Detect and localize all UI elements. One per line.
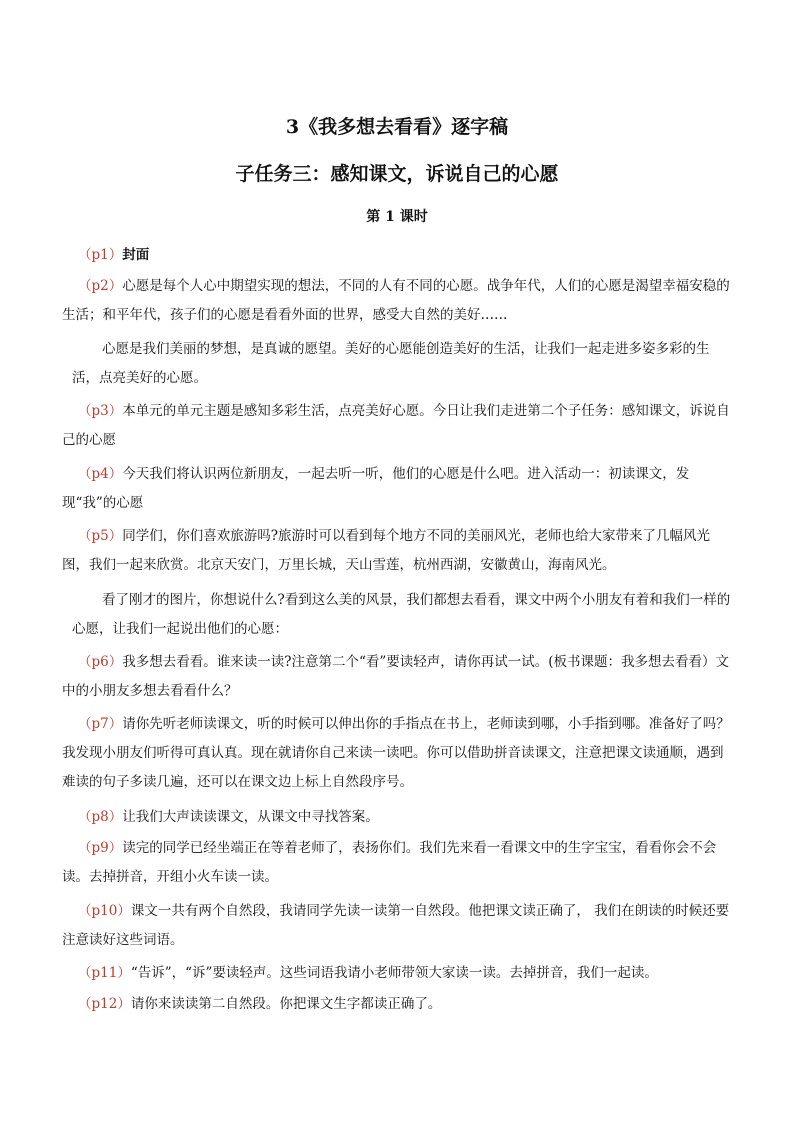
- paragraph-label: （p2）: [78, 278, 123, 294]
- paragraph-label: （p9）: [78, 840, 123, 856]
- paragraph-p9: [62, 834, 734, 892]
- paragraph-p5-cont: [72, 586, 734, 644]
- paragraph-p3: [62, 397, 734, 455]
- paragraph-text: 让我们大声读读课文，从课文中寻找答案。: [122, 809, 379, 825]
- paragraph-p6: [62, 648, 734, 706]
- paragraph-text: 封面: [122, 247, 150, 263]
- paragraph-p7: [62, 710, 734, 797]
- page-title: 3《我多想去看看》逐字稿: [285, 116, 509, 138]
- paragraph-text: 我多想去看看。谁来读一读?注意第二个“看”要读轻声，请你再试一试。(板书课题：我多想去看看）文中的小朋友多想去看看什么？: [62, 654, 730, 699]
- paragraph-text: 请你先听老师读课文，听的时候可以伸出你的手指点在书上，老师读到哪，小手指到哪。准备好了吗？我发现小朋友们听得可真认真。现在就请你自己来读一读吧。你可以借助拼音读课文，注意把课文读通顺，遇到难读的句子多读几遍，还可以在课文边上标上自然段序号。: [62, 716, 730, 790]
- page-subtitle: 子任务三：感知课文，诉说自己的心愿: [235, 163, 559, 185]
- paragraph-label: （p3）: [78, 403, 123, 419]
- paragraph-text: “告诉”，“诉”要读轻声。这些词语我请小老师带领大家读一读。去掉拼音，我们一起读。: [130, 965, 658, 981]
- paragraph-p11: [62, 959, 734, 988]
- paragraph-label: （p10）: [78, 903, 131, 919]
- paragraph-text: 心愿是每个人心中期望实现的想法，不同的人有不同的心愿。战争年代，人们的心愿是渴望幸福安稳的生活；和平年代，孩子们的心愿是看看外面的世界，感受大自然的美好……: [62, 278, 730, 323]
- paragraph-text: 请你来读读第二自然段。你把课文生字都读正确了。: [130, 996, 442, 1012]
- paragraph-label: （p5）: [78, 528, 123, 544]
- paragraph-text: 读完的同学已经坐端正在等着老师了，表扬你们。我们先来看一看课文中的生字宝宝，看看你会不会读。去掉拼音，开组小火车读一读。: [62, 840, 717, 885]
- paragraph-label: （p7）: [78, 716, 123, 732]
- paragraph-label: （p11）: [78, 965, 131, 981]
- lesson-label: 第 1 课时: [366, 209, 428, 225]
- paragraph-p5: [62, 522, 734, 580]
- paragraph-text: 心愿是我们美丽的梦想，是真诚的愿望。美好的心愿能创造美好的生活，让我们一起走进多姿多彩的生活，点亮美好的心愿。: [72, 341, 710, 386]
- paragraph-p10: [62, 897, 734, 955]
- paragraph-label: （p1）: [78, 247, 123, 263]
- paragraph-p12: [62, 990, 734, 1019]
- paragraph-p2: [62, 272, 734, 330]
- paragraph-text: 本单元的单元主题是感知多彩生活，点亮美好心愿。今日让我们走进第二个子任务：感知课文，诉说自己的心愿: [62, 403, 730, 448]
- paragraph-text: 同学们，你们喜欢旅游吗?旅游时可以看到每个地方不同的美丽风光，老师也给大家带来了几幅风光图，我们一起来欣赏。北京天安门，万里长城，天山雪莲，杭州西湖，安徽黄山，海南风光。: [62, 528, 710, 573]
- paragraph-text: 今天我们将认识两位新朋友，一起去听一听，他们的心愿是什么吧。进入活动一：初读课文，发现“我”的心愿: [62, 466, 690, 511]
- paragraph-text: 课文一共有两个自然段，我请同学先读一读第一自然段。他把课文读正确了， 我们在朗读的时候还要注意读好这些词语。: [62, 903, 730, 948]
- paragraph-p2-cont: [72, 335, 734, 393]
- paragraph-p1: [62, 241, 734, 270]
- paragraph-label: （p12）: [78, 996, 131, 1012]
- paragraph-label: （p4）: [78, 466, 123, 482]
- paragraph-p4: [62, 460, 734, 518]
- paragraph-text: 看了刚才的图片，你想说什么?看到这么美的风景，我们都想去看看，课文中两个小朋友有着和我们一样的心愿，让我们一起说出他们的心愿：: [72, 592, 731, 637]
- paragraph-p8: [62, 803, 734, 832]
- paragraph-label: （p6）: [78, 654, 123, 670]
- paragraph-label: （p8）: [78, 809, 123, 825]
